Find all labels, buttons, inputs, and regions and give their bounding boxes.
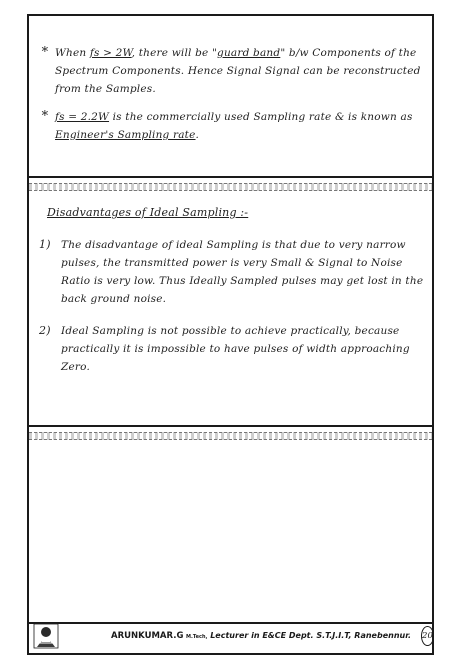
section-divider — [29, 176, 432, 178]
page-frame — [27, 14, 434, 655]
page-number: 20 — [421, 626, 434, 646]
condition-fs: fs > 2W — [89, 47, 132, 59]
section-divider — [29, 425, 432, 427]
item-number: 2) — [39, 324, 51, 337]
list-item — [39, 322, 429, 376]
institute-logo-icon — [33, 623, 59, 649]
page-footer — [29, 619, 432, 653]
section-heading: Disadvantages of Ideal Sampling :- — [47, 206, 249, 219]
engineers-rate-term: Engineer's Sampling rate — [55, 129, 196, 141]
list-item — [35, 44, 431, 98]
bullet-star: * — [41, 45, 49, 60]
sampling-notes-section — [35, 44, 431, 154]
item-number: 1) — [39, 238, 51, 251]
list-item — [39, 236, 429, 308]
bullet-text: When fs > 2W, there will be "guard band" b/w Components of the Spectrum Components. Hence Signal Signal can be reconstructed from the Samples. — [55, 47, 421, 95]
dashed-separator — [29, 183, 432, 191]
disadvantages-section — [39, 204, 429, 390]
dashed-separator — [29, 432, 432, 440]
guard-band-term: guard band — [217, 47, 281, 59]
list-item — [35, 108, 431, 144]
item-text: The disadvantage of ideal Sampling is that due to very narrow pulses, the transmitted power is very Small & Signal to Noise Ratio is very low. Thus Ideally Sampled pulses may get lost in the back ground noise. — [61, 239, 424, 305]
condition-fs: fs = 2.2W — [55, 111, 110, 123]
footer-author: ARUNKUMAR.G M.Tech, Lecturer in E&CE Dept. S.T.J.I.T, Ranebennur. — [111, 631, 412, 641]
item-text: Ideal Sampling is not possible to achieve practically, because practically it is impossible to have pulses of width approaching Zero. — [61, 325, 410, 373]
bullet-text: fs = 2.2W is the commercially used Sampling rate & is known as Engineer's Sampling rate. — [55, 111, 413, 141]
bullet-star: * — [41, 109, 49, 124]
